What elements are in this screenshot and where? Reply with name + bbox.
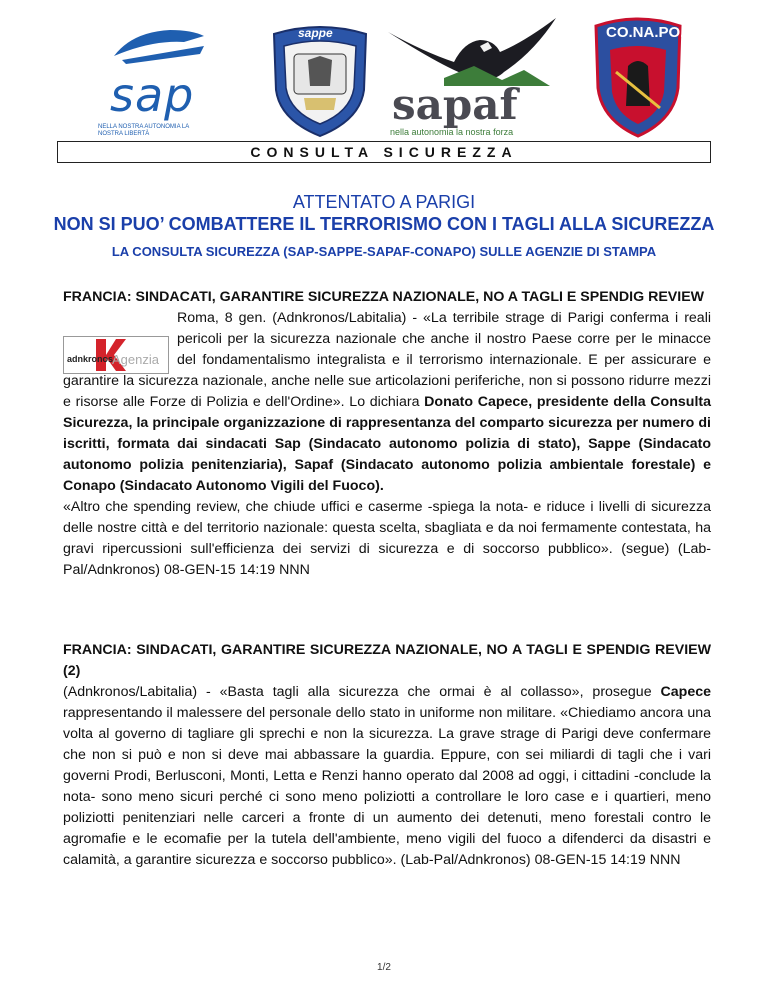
conapo-logo-wordmark: CO.NA.PO. [606, 24, 685, 41]
article-1-bold: Donato Capece, presidente della Consulta Sicurezza, la principale organizzazione di rappresentanza del comparto sicurezza per numero di iscritti, formata dai sindacati Sap (Sindacato autonomo polizia di stato), Sappe (Sindacato autonomo polizia penitenziaria), Sapaf (Sindacato autonomo polizia ambientale forestale) e Conapo (Sindacato Autonomo Vigili del Fuoco). [63, 394, 711, 494]
article-1-paragraph [63, 308, 711, 497]
consulta-banner: CONSULTA SICUREZZA [57, 141, 711, 163]
article-2-heading: FRANCIA: SINDACATI, GARANTIRE SICUREZZA NAZIONALE, NO A TAGLI E SPENDIG REVIEW (2) [63, 642, 711, 679]
title-line-1: ATTENTATO A PARIGI [292, 192, 476, 212]
sapaf-logo-wordmark: sapaf [392, 80, 518, 129]
article-2-body: rappresentando il malessere del personale dello stato in uniforme non militare. «Chiediamo ancora una volta al governo di tagliare gli sprechi e non la sicurezza. La grave strage di Parigi deve confermare che non si può e non si deve mai abbassare la guardia. Eppure, con sei miliardi di tagli che i vari governi Prodi, Berlusconi, Monti, Letta e Renzi hanno operato dal 2008 ad oggi, i cittadini -conclude la nota- sono meno sicuri perché ci sono meno poliziotti a controllare le loro case e i quartieri, meno poliziotti penitenziari nelle carceri a fronte di un aumento dei detenuti, meno forestali contro le agromafie e le ecomafie per la tutela dell'ambiente, meno vigili del fuoco a difenderci da disastri e calamità, a garantire sicurezza e soccorso pubblico». (Lab-Pal/Adnkronos) 08-GEN-15 14:19 NNN [63, 705, 711, 868]
title-line-2: NON SI PUO’ COMBATTERE IL TERRORISMO CON I TAGLI ALLA SICUREZZA [53, 214, 715, 234]
sapaf-logo [384, 12, 560, 138]
subtitle: LA CONSULTA SICUREZZA (SAP-SAPPE-SAPAF-CONAPO) SULLE AGENZIE DI STAMPA [111, 244, 657, 259]
adnkronos-logo-word: adnkronos [67, 354, 114, 364]
sap-logo-tagline: NELLA NOSTRA AUTONOMIA LA NOSTRA LIBERTÀ [98, 124, 189, 137]
page-number: 1/2 [377, 962, 391, 973]
sap-logo [92, 26, 220, 138]
article-2-paragraph [63, 682, 711, 871]
sap-logo-wordmark: sap [110, 68, 195, 122]
article-1-intro: Roma, 8 gen. (Adnkronos/Labitalia) - «La terribile strage di Parigi conferma i reali pericoli per la sicurezza nazionale che anche il nostro Paese corre per le minacce del fondamentalismo integralista e il terrorismo internazionale. E per assicurare e garantire la sicurezza nazionale, anche nelle sue articolazioni periferiche, non si possono ridurre mezzi e risorse alle Forze di Polizia e dell'Ordine». Lo dichiara [63, 310, 711, 410]
article-2 [63, 640, 711, 871]
sappe-logo-wordmark: sappe [298, 26, 333, 40]
article-2-pre: (Adnkronos/Labitalia) - «Basta tagli alla sicurezza che ormai è al collasso», prosegue [63, 684, 661, 700]
article-1-body: «Altro che spending review, che chiude uffici e caserme -spiega la nota- e riduce i livelli di sicurezza delle nostre città e del territorio nazionale: questa scelta, sbagliata e da noi fermamente contestata, ha gravi ripercussioni sull'efficienza dei servizi di sicurezza e di soccorso pubblico». (segue) (Lab-Pal/Adnkronos) 08-GEN-15 14:19 NNN [63, 499, 711, 578]
article-1-heading: FRANCIA: SINDACATI, GARANTIRE SICUREZZA NAZIONALE, NO A TAGLI E SPENDIG REVIEW [63, 289, 705, 305]
sapaf-logo-tagline: nella autonomia la nostra forza [390, 127, 514, 137]
logo-float-spacer [63, 308, 177, 371]
article-2-bold: Capece [660, 684, 711, 700]
sappe-logo [264, 20, 376, 140]
article-1 [63, 287, 711, 581]
conapo-logo [588, 16, 688, 138]
adnkronos-logo-agenzia: Agenzia [112, 352, 159, 367]
